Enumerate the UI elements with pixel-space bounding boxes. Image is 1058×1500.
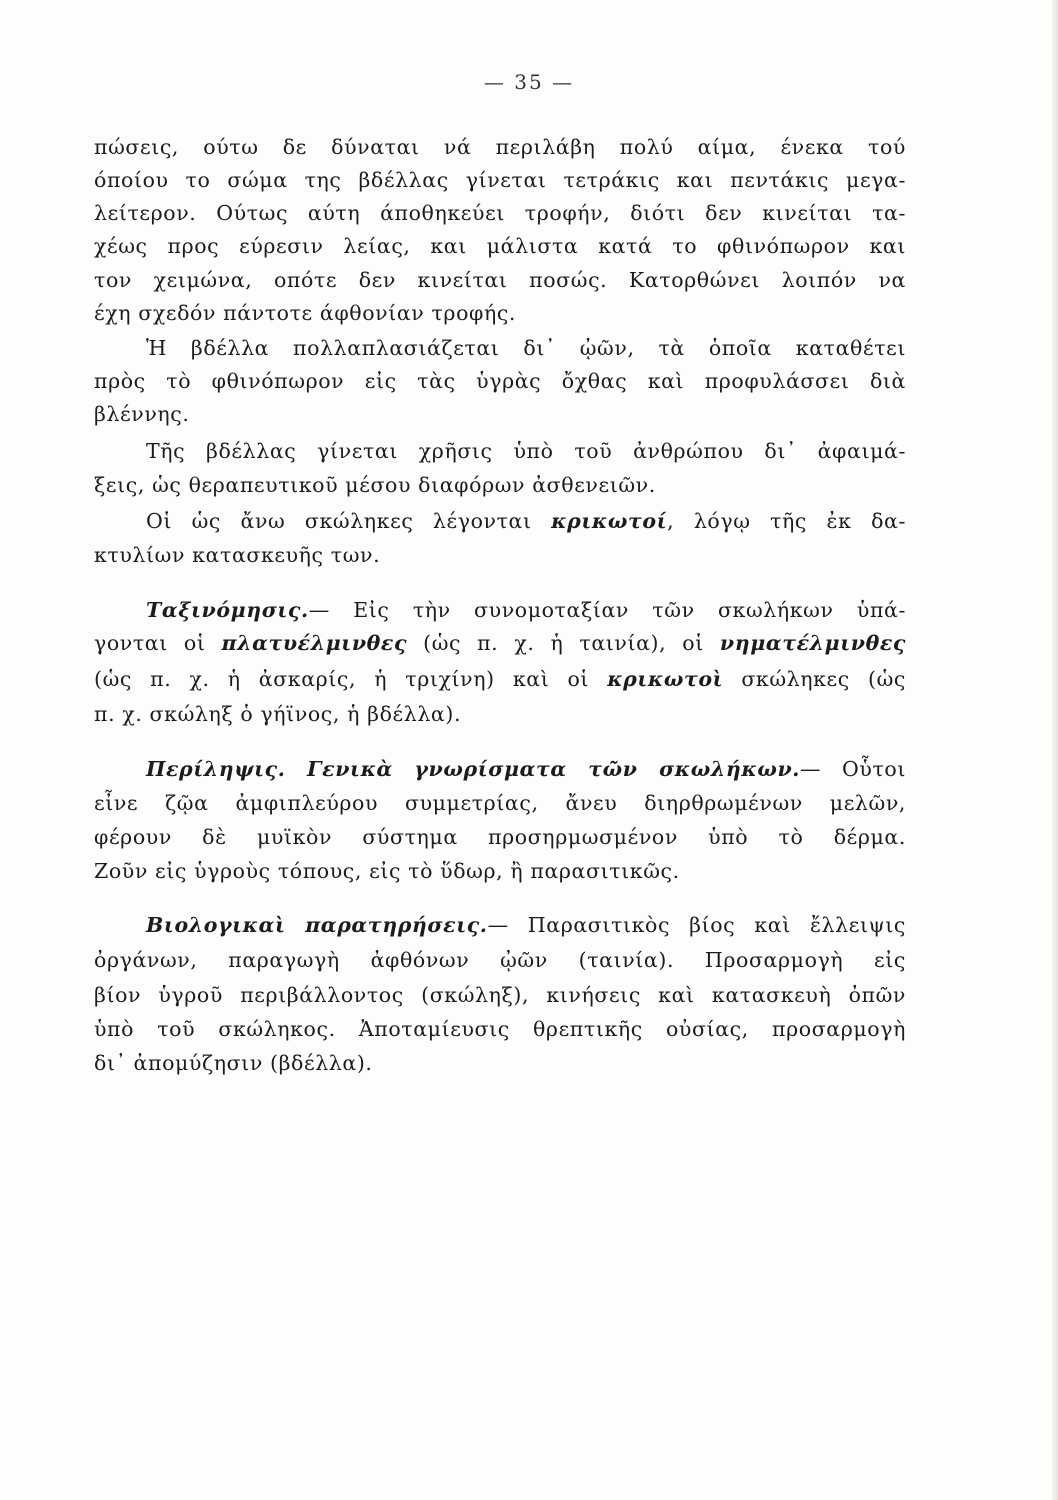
section-biology-line (146, 910, 906, 940)
page-number: — 35 — (483, 70, 575, 94)
text-run: — Παρασιτικὸς βίος καὶ ἔλλειψις (487, 913, 906, 937)
text-run: Οἱ ὡς ἄνω σκώληκες λέγονται (146, 509, 552, 533)
text-line: πρὸς τὸ φθινόπωρον εἰς τὰς ὑγρὰς ὄχθας καὶ προφυλάσσει διὰ (94, 369, 906, 393)
text-line: π. χ. σκώληξ ὁ γήϊνος, ἡ βδέλλα). (94, 702, 462, 726)
text-line: ὑπὸ τοῦ σκώληκος. Ἀποταμίευσις θρεπτικῆς οὐσίας, προσαρμογὴ (94, 1017, 906, 1041)
text-line (94, 664, 906, 694)
text-line: ξεις, ὡς θεραπευτικοῦ μέσου διαφόρων ἀσθενειῶν. (94, 473, 656, 497)
text-line: κτυλίων κατασκευῆς των. (94, 543, 381, 567)
text-line: όποίου το σώμα της βδέλλας γίνεται τετράκις και πεντάκις μεγα- (94, 168, 906, 192)
section-heading: Βιολογικαὶ παρατηρήσεις. (146, 913, 488, 937)
text-run: (ὡς π. χ. ἡ ἀσκαρίς, ἡ τριχίνη) καὶ οἱ (94, 667, 608, 691)
text-line: φέρουν δὲ μυϊκὸν σύστημα προσηρμωσμένον ὑπὸ τὸ δέρμα. (94, 825, 906, 849)
text-run: (ὡς π. χ. ἡ ταινία), οἱ (407, 631, 720, 655)
term-emphasis: κρικωτοί (551, 509, 668, 533)
scan-edge-shadow (1052, 0, 1058, 1500)
section-heading: Ταξινόμησις. (146, 598, 309, 622)
term-emphasis: νηματέλμινθες (719, 631, 906, 655)
text-line (146, 506, 906, 536)
term-emphasis: κρικωτοὶ (607, 667, 724, 691)
text-line: λείτερον. Ούτως αύτη άποθηκεύει τροφήν, διότι δεν κινείται τα- (94, 201, 906, 225)
text-line: έχη σχεδόν πάντοτε άφθονίαν τροφής. (94, 301, 517, 325)
section-summary-line (146, 754, 906, 784)
section-classification-line (146, 595, 906, 625)
text-line: δι᾽ ἀπομύζησιν (βδέλλα). (94, 1051, 373, 1075)
text-run: , λόγῳ τῆς ἐκ δα- (667, 509, 906, 533)
text-line: Ζοῦν εἰς ὑγροὺς τόπους, εἰς τὸ ὕδωρ, ἢ παρασιτικῶς. (94, 859, 680, 883)
text-line: τον χειμώνα, οπότε δεν κινείται ποσώς. Κατορθώνει λοιπόν να (94, 268, 906, 292)
text-run: — Εἰς τὴν συνομοταξίαν τῶν σκωλήκων ὑπά- (308, 598, 906, 622)
text-line: εἶνε ζῷα ἀμφιπλεύρου συμμετρίας, ἄνευ διηρθρωμένων μελῶν, (94, 791, 906, 815)
text-line (94, 628, 906, 658)
text-line: Τῆς βδέλλας γίνεται χρῆσις ὑπὸ τοῦ ἀνθρώπου δι᾽ ἀφαιμά- (146, 439, 906, 463)
text-line: χέως προς εύρεσιν λείας, και μάλιστα κατά το φθινόπωρον και (94, 234, 906, 258)
text-run: — Οὗτοι (800, 757, 906, 781)
text-line: βίον ὑγροῦ περιβάλλοντος (σκώληξ), κινήσεις καὶ κατασκευὴ ὀπῶν (94, 983, 906, 1007)
text-line: βλέννης. (94, 402, 190, 426)
text-run: γονται οἱ (94, 631, 222, 655)
text-line: ὀργάνων, παραγωγὴ ἀφθόνων ᾠῶν (ταινία). Προσαρμογὴ εἰς (94, 948, 906, 972)
text-line: πώσεις, ούτω δε δύναται νά περιλάβη πολύ αίμα, ένεκα τού (94, 135, 906, 159)
text-run: σκώληκες (ὡς (723, 667, 906, 691)
text-line: Ἡ βδέλλα πολλαπλασιάζεται δι᾽ ᾠῶν, τὰ ὁποῖα καταθέτει (146, 336, 906, 360)
section-heading: Περίληψις. Γενικὰ γνωρίσματα τῶν σκωλήκων. (146, 757, 800, 781)
term-emphasis: πλατυέλμινθες (221, 631, 408, 655)
